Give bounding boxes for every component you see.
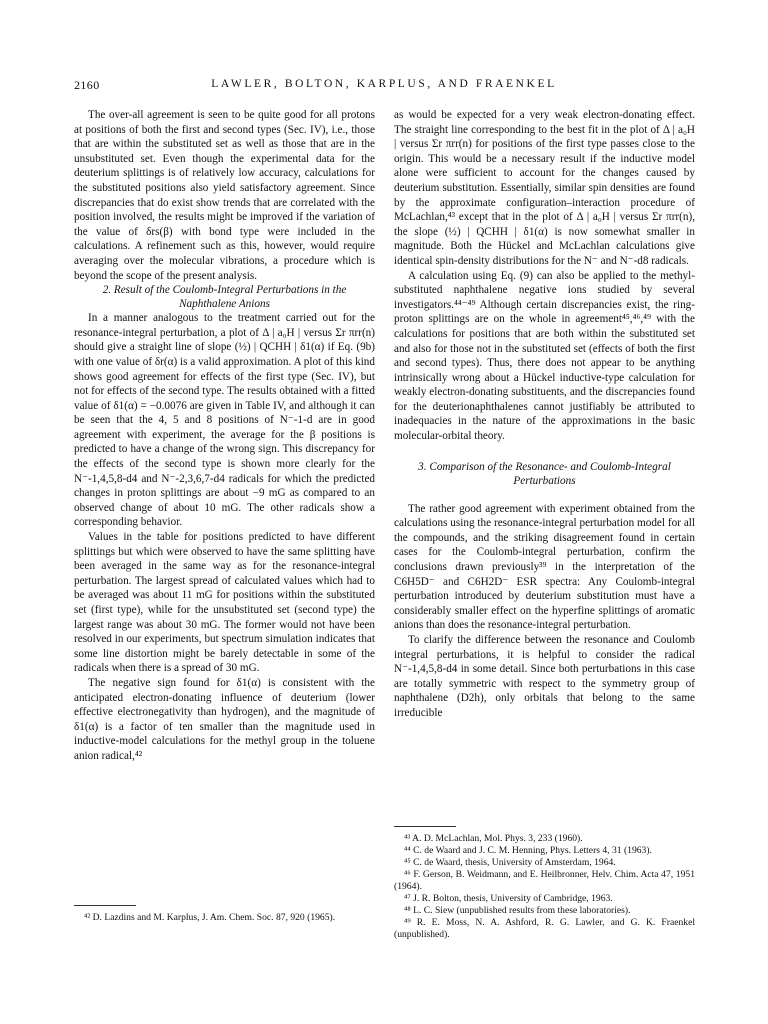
left-column bbox=[74, 108, 375, 764]
paragraph: The rather good agreement with experiment obtained from the calculations using the resonance-integral perturbation model for all the compounds, and the striking disagreement found in certain cases for the Coulomb-integral perturbation, confirm the conclusions drawn previously³⁹ in the interpretation of the C6H5D⁻ and C6H2D⁻ ESR spectra: Any Coulomb-integral perturbation introduced by deuterium substitution must have a considerably smaller effect on the hyperfine splittings of aromatic anions than does the resonance-integral perturbation. bbox=[394, 502, 695, 632]
footnote: ⁴⁹ R. E. Moss, N. A. Ashford, R. G. Lawler, and G. K. Fraenkel (unpublished). bbox=[394, 917, 695, 940]
paragraph: as would be expected for a very weak electron-donating effect. The straight line corresponding to the best fit in the plot of Δ | a₀H | versus Σr πrr(n) for positions of the first type passes close to the origin. This would be a necessary result if the inductive model alone were sufficient to account for the changes caused by deuterium substitution. Essentially, similar spin densities are found by the approximate configuration–interaction procedure of McLachlan,⁴³ except that in the plot of Δ | a₀H | versus Σr πrr(n), the slope (½) | QCHH | δ1(α) is now somewhat smaller in magnitude. Both the Hückel and McLachlan calculations give identical spin-density distributions for the N⁻ and N⁻-d8 radicals. bbox=[394, 109, 695, 267]
section-heading: 3. Comparison of the Resonance- and Coulomb-Integral Perturbations bbox=[418, 460, 671, 487]
running-head: LAWLER, BOLTON, KARPLUS, AND FRAENKEL bbox=[211, 78, 557, 90]
footnote: ⁴⁷ J. R. Bolton, thesis, University of Cambridge, 1963. bbox=[404, 893, 613, 904]
footnote: ⁴⁵ C. de Waard, thesis, University of Amsterdam, 1964. bbox=[404, 857, 616, 868]
paragraph: The negative sign found for δ1(α) is consistent with the anticipated electron-donating influence of deuterium (lower effective electronegativity than hydrogen), and the magnitude of δ1(α) is a factor of ten smaller than the magnitude used in inductive-model calculations for the methyl group in the toluene anion radical,⁴² bbox=[74, 676, 375, 762]
footnote: ⁴² D. Lazdins and M. Karplus, J. Am. Chem. Soc. 87, 920 (1965). bbox=[84, 912, 336, 923]
footnote: ⁴³ A. D. McLachlan, Mol. Phys. 3, 233 (1960). bbox=[404, 833, 583, 844]
paragraph: To clarify the difference between the resonance and Coulomb integral perturbations, it is helpful to consider the radical N⁻-1,4,5,8-d4 in some detail. Since both perturbations in this case are totally symmetric with respect to the symmetry group of naphthalene (D2h), only orbitals that belong to the same irreducible bbox=[394, 634, 695, 719]
footnote: ⁴⁶ F. Gerson, B. Weidmann, and E. Heilbronner, Helv. Chim. Acta 47, 1951 (1964). bbox=[394, 869, 695, 892]
footnote: ⁴⁸ L. C. Siew (unpublished results from these laboratories). bbox=[404, 905, 631, 916]
right-column bbox=[394, 108, 695, 721]
footnotes-right bbox=[394, 826, 695, 941]
paragraph: Values in the table for positions predicted to have different splittings but which were observed to have the same splitting have been averaged in the same way as for the resonance-integral perturbation. The largest spread of calculated values which had to be averaged was about 11 mG for positions within the substituted set (first type), while for the unsubstituted set (second type) the largest range was about 30 mG. The former would not have been resolved in our experiments, but spectrum simulation indicates that some line distortion might be barely detectable in some of the radicals when there is a spread of 30 mG. bbox=[74, 531, 375, 675]
footnote-rule bbox=[394, 826, 456, 827]
footnote-rule bbox=[74, 905, 136, 906]
paragraph: In a manner analogous to the treatment carried out for the resonance-integral perturbation, a plot of Δ | a₀H | versus Σr πrr(n) should give a straight line of slope (½) | QCHH | δ1(α) if Eq. (9b) with one value of δr(α) is a valid approximation. A plot of this kind shows good agreement for effects of the first type (Sec. IV), but not for effects of the second type. The results obtained with a fitted value of δ1(α) = −0.0076 are given in Table IV, and although it can be seen that the 4, 5 and 8 positions of N⁻-1-d are in good agreement with experiment, the average for the β positions is predicted to have a change of the wrong sign. This discrepancy for the effects of the second type is shown more clearly for the N⁻-1,4,5,8-d4 and N⁻-2,3,6,7-d4 radicals for which the predicted changes in proton splittings are about −9 mG as compared to an observed change of about 10 mG. The other radicals show a corresponding behavior. bbox=[74, 312, 375, 529]
footnotes-left bbox=[74, 905, 375, 924]
section-heading: 2. Result of the Coulomb-Integral Perturbations in the Naphthalene Anions bbox=[102, 284, 347, 311]
paragraph: A calculation using Eq. (9) can also be applied to the methyl-substituted naphthalene negative ions studied by several investigators.⁴⁴⁻⁴⁹ Although certain discrepancies exist, the ring-proton splittings are on the whole in agreement⁴⁵,⁴⁶,⁴⁹ with the calculations for positions that are both within the substituted set and also for those not in the substituted set (effects of both the first and second types). Thus, there does not appear to be anything intrinsically wrong about a Hückel inductive-type calculation for weakly electron-donating substituents, and the discrepancies found for the deuterionaphthalenes cannot justifiably be attributed to inadequacies in the nature of the approximations in the basic molecular-orbital theory. bbox=[394, 269, 695, 443]
paragraph: The over-all agreement is seen to be quite good for all protons at positions of both the first and second types (Sec. IV), i.e., those that are within the substituted set as well as those that are in the unsubstituted set. Even though the experimental data for the deuterium splittings is of relatively low accuracy, calculations for the substituted positions also yield satisfactory agreement. Since discrepancies that do exist show trends that are correlated with the position involved, the results might be improved if the variation of the value of δrs(β) with bond type were included in the calculations. A refinement such as this, however, would require averaging over the molecular vibrations, a procedure which is beyond the scope of the present analysis. bbox=[74, 109, 375, 282]
page-header bbox=[74, 78, 694, 94]
page-number: 2160 bbox=[74, 78, 100, 92]
footnote: ⁴⁴ C. de Waard and J. C. M. Henning, Phys. Letters 4, 31 (1963). bbox=[404, 845, 652, 856]
